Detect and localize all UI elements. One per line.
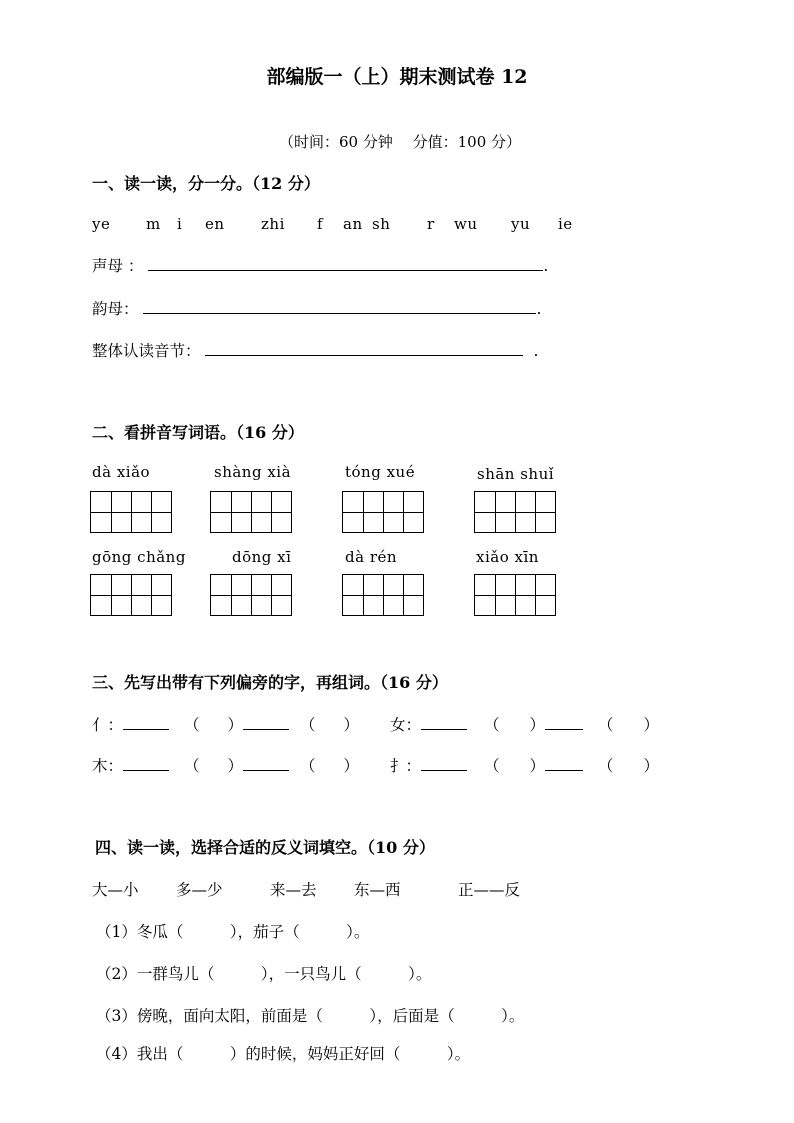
page-title: 部编版一（上）期末测试卷 12: [266, 66, 528, 88]
left-paren: （: [597, 757, 614, 775]
antonym-pair: 来—去: [270, 881, 317, 899]
radical-label: 木：: [92, 757, 124, 775]
right-paren: ）: [529, 716, 545, 734]
pinyin-label: shān shuǐ: [477, 465, 555, 483]
antonym-pair: 多—少: [176, 881, 223, 899]
right-paren: ）: [643, 716, 659, 734]
radical-row: [92, 713, 359, 735]
finals-answer-line[interactable]: [143, 299, 536, 314]
right-paren: ）: [227, 757, 243, 775]
letter-item: ye: [92, 215, 111, 233]
left-paren: （: [299, 716, 316, 734]
line-end-dot: .: [543, 257, 549, 275]
writing-grid[interactable]: [90, 574, 172, 616]
antonym-pair: 正——反: [458, 881, 521, 899]
letter-item: an: [343, 215, 363, 233]
initials-label: 声母 ：: [92, 257, 144, 275]
letter-item: yu: [511, 215, 531, 233]
char-blank[interactable]: [545, 715, 583, 730]
pinyin-label: dà rén: [345, 548, 398, 566]
right-paren: ）: [343, 757, 359, 775]
char-blank[interactable]: [123, 715, 169, 730]
left-paren: （: [483, 757, 500, 775]
radical-label: 亻：: [92, 716, 124, 734]
writing-grid[interactable]: [210, 574, 292, 616]
letter-item: m: [146, 215, 161, 233]
whole-syllable-label: 整体认读音节：: [92, 342, 201, 360]
whole-syllable-line: [92, 339, 538, 361]
char-blank[interactable]: [243, 715, 289, 730]
pinyin-label: dà xiǎo: [92, 463, 151, 481]
line-end-dot: .: [533, 342, 539, 360]
writing-grid[interactable]: [90, 491, 172, 533]
pinyin-label: shàng xià: [214, 463, 292, 481]
section-1-heading: 一、读一读，分一分。（12 分）: [92, 174, 320, 193]
letter-item: ie: [558, 215, 573, 233]
writing-grid[interactable]: [342, 574, 424, 616]
finals-label: 韵母：: [92, 300, 139, 318]
left-paren: （: [183, 716, 200, 734]
question-1[interactable]: （1）冬瓜（ ），茄子（ ）。: [96, 923, 370, 941]
section-3-heading: 三、先写出带有下列偏旁的字，再组词。（16 分）: [92, 673, 448, 692]
char-blank[interactable]: [421, 715, 467, 730]
question-2[interactable]: （2）一群鸟儿（ ），一只鸟儿（ ）。: [96, 965, 432, 983]
right-paren: ）: [643, 757, 659, 775]
writing-grid[interactable]: [210, 491, 292, 533]
initials-answer-line[interactable]: [148, 256, 543, 271]
left-paren: （: [483, 716, 500, 734]
char-blank[interactable]: [545, 756, 583, 771]
right-paren: ）: [227, 716, 243, 734]
pinyin-label: gōng chǎng: [92, 548, 186, 566]
radical-row: [390, 754, 659, 776]
section-2-heading: 二、看拼音写词语。（16 分）: [92, 423, 304, 442]
right-paren: ）: [529, 757, 545, 775]
pinyin-label: xiǎo xīn: [476, 548, 539, 566]
question-3[interactable]: （3）傍晚，面向太阳，前面是（ ），后面是（ ）。: [96, 1007, 525, 1025]
char-blank[interactable]: [123, 756, 169, 771]
line-end-dot: .: [536, 300, 542, 318]
radical-label: 扌：: [390, 757, 422, 775]
char-blank[interactable]: [243, 756, 289, 771]
radical-label: 女：: [390, 716, 422, 734]
pinyin-label: dōng xī: [232, 548, 292, 566]
antonym-pair: 大—小: [92, 881, 139, 899]
radical-row: [92, 754, 359, 776]
finals-line: [92, 297, 541, 319]
whole-syllable-answer-line[interactable]: [205, 341, 523, 356]
left-paren: （: [597, 716, 614, 734]
char-blank[interactable]: [421, 756, 467, 771]
writing-grid[interactable]: [474, 491, 556, 533]
exam-info: （时间：60 分钟 分值：100 分）: [278, 133, 522, 151]
letter-item: r: [427, 215, 435, 233]
letter-item: en: [205, 215, 225, 233]
antonym-pair: 东—西: [354, 881, 401, 899]
question-4[interactable]: （4）我出（ ）的时候，妈妈正好回（ ）。: [96, 1045, 471, 1063]
section-4-heading: 四、读一读，选择合适的反义词填空。（10 分）: [95, 838, 435, 857]
letter-item: sh: [372, 215, 391, 233]
initials-line: [92, 254, 548, 276]
pinyin-label: tóng xué: [345, 463, 416, 481]
letter-item: f: [317, 215, 324, 233]
letter-item: i: [177, 215, 183, 233]
radical-row: [390, 713, 659, 735]
letter-item: zhi: [261, 215, 285, 233]
left-paren: （: [299, 757, 316, 775]
right-paren: ）: [343, 716, 359, 734]
writing-grid[interactable]: [474, 574, 556, 616]
letter-item: wu: [454, 215, 478, 233]
left-paren: （: [183, 757, 200, 775]
writing-grid[interactable]: [342, 491, 424, 533]
